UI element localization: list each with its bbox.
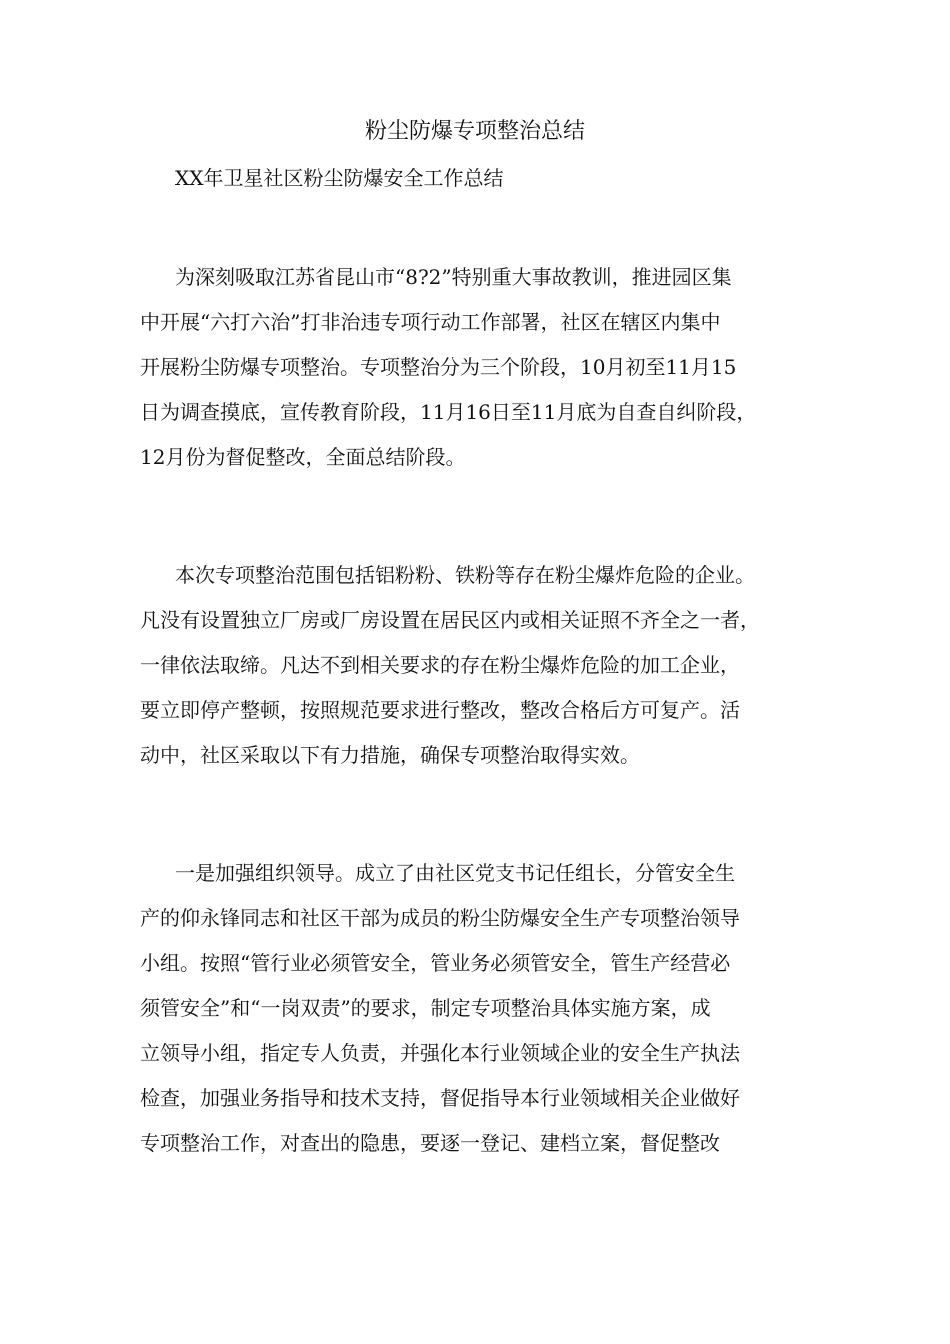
paragraph-line: 动中，社区采取以下有力措施，确保专项整治取得实效。 — [140, 743, 640, 767]
paragraph-2 — [140, 553, 840, 778]
paragraph-line: 检查，加强业务指导和技术支持，督促指导本行业领域相关企业做好 — [140, 1086, 740, 1110]
paragraph-line: 专项整治工作，对查出的隐患，要逐一登记、建档立案，督促整改 — [140, 1131, 720, 1155]
paragraph-line: 中开展“六打六治”打非治违专项行动工作部署，社区在辖区内集中 — [140, 310, 721, 334]
paragraph-line: 须管安全”和“一岗双责”的要求，制定专项整治具体实施方案，成 — [140, 996, 711, 1020]
paragraph-line: 要立即停产整顿，按照规范要求进行整改，整改合格后方可复产。活 — [140, 698, 740, 722]
paragraph-line: 立领导小组，指定专人负责，并强化本行业领域企业的安全生产执法 — [140, 1041, 740, 1065]
paragraph-line: 一是加强组织领导。成立了由社区党支书记任组长，分管安全生 — [175, 861, 735, 885]
paragraph-line: 本次专项整治范围包括铝粉粉、铁粉等存在粉尘爆炸危险的企业。 — [175, 563, 755, 587]
paragraph-line: 一律依法取缔。凡达不到相关要求的存在粉尘爆炸危险的加工企业， — [140, 653, 740, 677]
paragraph-1 — [140, 255, 840, 480]
paragraph-line: 产的仰永锋同志和社区干部为成员的粉尘防爆安全生产专项整治领导 — [140, 906, 740, 930]
document-subtitle: XX年卫星社区粉尘防爆安全工作总结 — [175, 166, 504, 190]
paragraph-line: 开展粉尘防爆专项整治。专项整治分为三个阶段，10月初至11月15 — [140, 355, 737, 379]
paragraph-line: 12月份为督促整改，全面总结阶段。 — [140, 445, 466, 469]
paragraph-line: 日为调查摸底，宣传教育阶段，11月16日至11月底为自查自纠阶段， — [140, 400, 757, 424]
paragraph-line: 为深刻吸取江苏省昆山市“8?2”特别重大事故教训，推进园区集 — [175, 265, 732, 289]
paragraph-line: 小组。按照“管行业必须管安全，管业务必须管安全，管生产经营必 — [140, 951, 731, 975]
document-title: 粉尘防爆专项整治总结 — [364, 119, 585, 144]
paragraph-line: 凡没有设置独立厂房或厂房设置在居民区内或相关证照不齐全之一者， — [140, 608, 760, 632]
paragraph-3 — [140, 851, 840, 1166]
